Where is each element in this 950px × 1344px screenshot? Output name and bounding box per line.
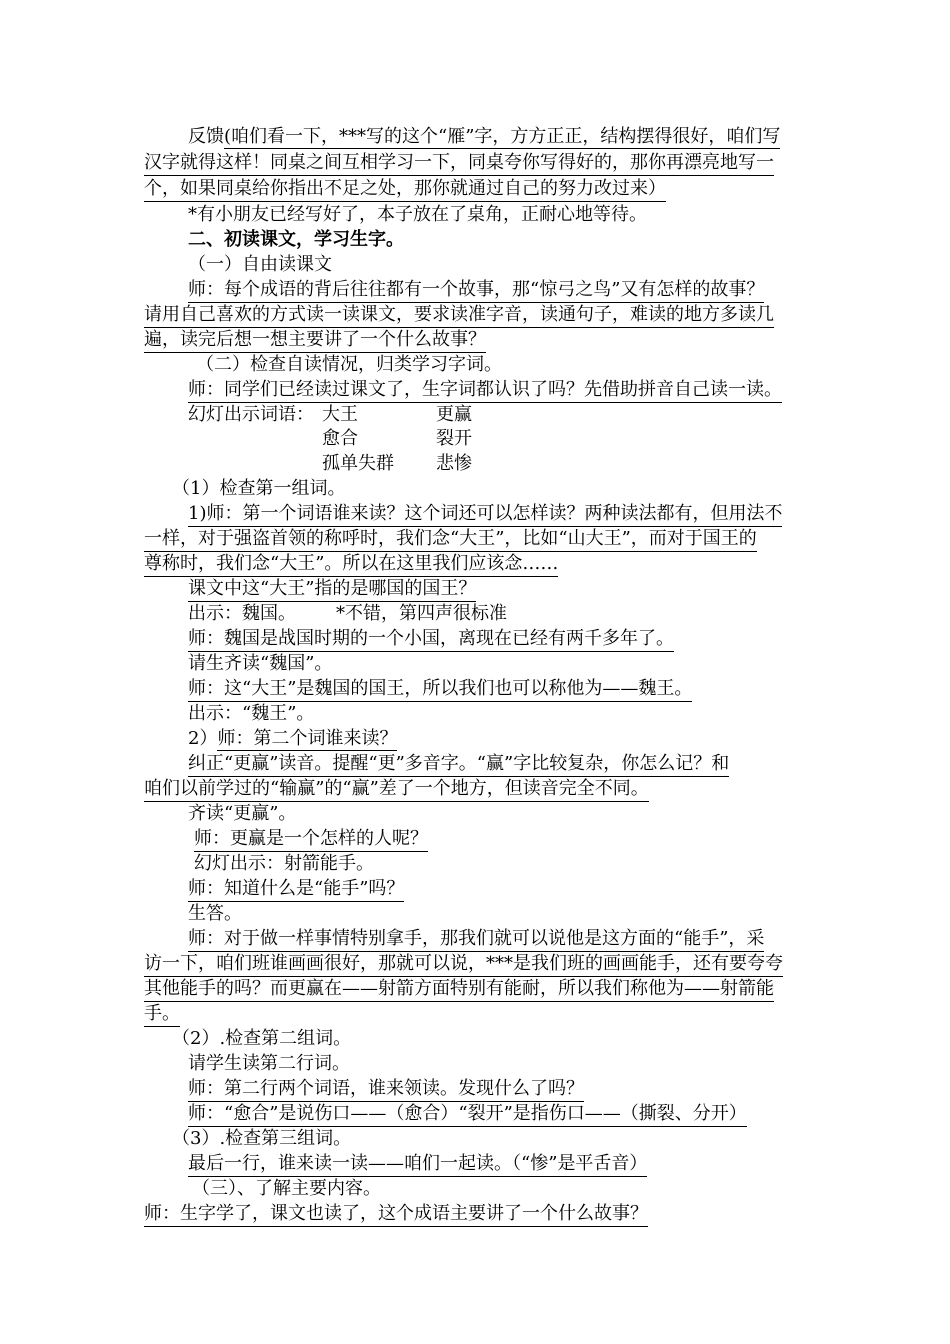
g1-read-2: 齐读“更赢”。 [188,803,297,824]
g1-wei: 师：魏国是战国时期的一个小国，离现在已经有两千多年了。 [188,628,674,652]
word-2a: 愈合 [322,428,358,449]
feedback-line-2: 汉字就得这样！同桌之间互相学习一下，同桌夸你写得好的，那你再漂亮地写一 [144,152,774,176]
group-1-title: （1）检查第一组词。 [172,478,346,499]
sub-3-title: （三）、了解主要内容。 [192,1178,381,1199]
word-1b: 更赢 [436,404,472,425]
g1-show: 出示：魏国。 [188,603,296,624]
word-3b: 悲惨 [436,453,472,474]
g2-read: 请学生读第二行词。 [188,1053,350,1074]
g2-q: 师：第二行两个词语，谁来领读。发现什么了吗？ [188,1078,584,1102]
g1-q1-line-1: 1)师：第一个词语谁来读？这个词还可以怎样读？两种读法都有，但用法不 [188,503,782,527]
g1-q3-number: 2） [188,728,218,749]
group-3-title: （3）.检查第三组词。 [172,1128,352,1149]
teacher-intro-line-3: 遍，读完后想一想主要讲了一个什么故事？ [144,329,486,353]
g1-king: 师：这“大王”是魏国的国王，所以我们也可以称他为——魏王。 [188,678,692,702]
g1-slide: 幻灯出示：射箭能手。 [194,853,374,874]
g1-show-2: 出示：“魏王”。 [188,703,315,724]
section-2-title: 二、初读课文，学习生字。 [188,229,404,250]
g1-q1-line-2: 一样，对于强盗首领的称呼时，我们念“大王”，比如“山大王”，而对于国王的 [144,528,757,552]
g1-read: 请生齐读“魏国”。 [188,653,333,674]
group-2-title: （2）.检查第二组词。 [172,1028,352,1049]
g1-explain-line-4: 手。 [144,1003,180,1027]
g1-q2: 课文中这“大王”指的是哪国的国王？ [188,578,476,602]
feedback-line-3: 个，如果同桌给你指出不足之处，那你就通过自己的努力改过来） [144,178,666,202]
word-3a: 孤单失群 [322,453,394,474]
feedback-line-1 [188,126,780,148]
sub-1-title: （一）自由读课文 [188,254,332,275]
g1-explain-line-1: 师：对于做一样事情特别拿手，那我们就可以说他是这方面的“能手”，采 [188,928,764,952]
feedback-label: 反馈 [188,126,224,147]
word-1a: 大王 [322,404,358,425]
g1-praise: *不错，第四声很标准 [336,603,507,624]
word-2b: 裂开 [436,428,472,449]
teacher-intro-line-1: 师：每个成语的背后往往都有一个故事，那“惊弓之鸟”又有怎样的故事？ [188,279,764,303]
g1-correct-line-1: 纠正“更赢”读音。提醒“更”多音字。“赢”字比较复杂，你怎么记？和 [188,753,729,777]
sub-2-title: （二）检查自读情况，归类学习字词。 [196,354,502,375]
g1-explain-line-2: 访一下，咱们班谁画画很好，那就可以说，***是我们班的画画能手，还有要夸夸 [144,953,783,977]
g1-q1-line-3: 尊称时，我们念“大王”。所以在这里我们应该念…… [144,553,558,577]
g1-know: 师：知道什么是“能手”吗？ [188,878,404,902]
g3-read: 最后一行，谁来读一读——咱们一起读。（“惨”是平舌音） [188,1153,647,1177]
teacher-check: 师：同学们已经读过课文了，生字词都认识了吗？先借助拼音自己读一读。 [188,379,782,403]
g1-q3-text: 师：第二个词谁来读？ [217,728,398,749]
teacher-intro-line-2: 请用自己喜欢的方式读一读课文，要求读准字音，读通句子，难读的地方多读几 [144,304,774,328]
g1-who: 师：更赢是一个怎样的人呢？ [194,828,428,852]
feedback-text: (咱们看一下，***写的这个“雁”字，方方正正，结构摆得很好，咱们写 [224,126,781,147]
g1-correct-line-2: 咱们以前学过的“输赢”的“赢”差了一个地方，但读音完全不同。 [144,778,649,802]
g1-answer: 生答。 [188,903,242,924]
g1-explain-line-3: 其他能手的吗？而更赢在——射箭方面特别有能耐，所以我们称他为——射箭能 [144,978,774,1002]
g1-q3-line [188,728,397,750]
slide-label: 幻灯出示词语： [188,404,314,425]
waiting-note: *有小朋友已经写好了，本子放在了桌角，正耐心地等待。 [188,204,647,225]
final-question: 师：生字学了，课文也读了，这个成语主要讲了一个什么故事？ [144,1203,648,1227]
g2-explain: 师：“愈合”是说伤口——（愈合）“裂开”是指伤口——（撕裂、分开） [188,1103,747,1127]
